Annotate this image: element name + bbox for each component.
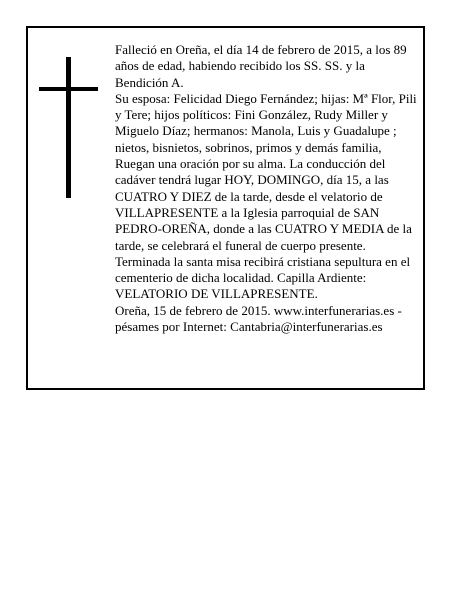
funeral-details: Ruegan una oración por su alma. La conducción del cadáver tendrá lugar HOY, DOMINGO, día 15, a las CUATRO Y DIEZ de la tarde, desde el velatorio de VILLAPRESENTE a la Iglesia parroquial de SAN PEDRO-OREÑA, donde a las CUATRO Y MEDIA de la tarde, se celebrará el funeral de cuerpo presente. Terminada la santa misa recibirá cristiana sepultura en el cementerio de dicha localidad. Capilla Ardiente: VELATORIO DE VILLAPRESENTE. xyxy=(115,156,412,302)
obituary-notice xyxy=(26,26,425,390)
cross-vertical-bar xyxy=(66,57,71,198)
cross-horizontal-bar xyxy=(39,87,98,91)
notice-text xyxy=(115,42,421,335)
date-and-contact: Oreña, 15 de febrero de 2015. www.interfunerarias.es - pésames por Internet: Cantabria@interfunerarias.es xyxy=(115,302,402,335)
family-list: Su esposa: Felicidad Diego Fernández; hijas: Mª Flor, Pili y Tere; hijos políticos: Fini González, Rudy Miller y Miguelo Díaz; hermanos: Manola, Luis y Guadalupe ; nietos, bisnietos, sobrinos, primos y demás familia, xyxy=(115,90,417,155)
death-announcement: Falleció en Oreña, el día 14 de febrero de 2015, a los 89 años de edad, habiendo recibido los SS. SS. y la Bendición A. xyxy=(115,42,407,90)
